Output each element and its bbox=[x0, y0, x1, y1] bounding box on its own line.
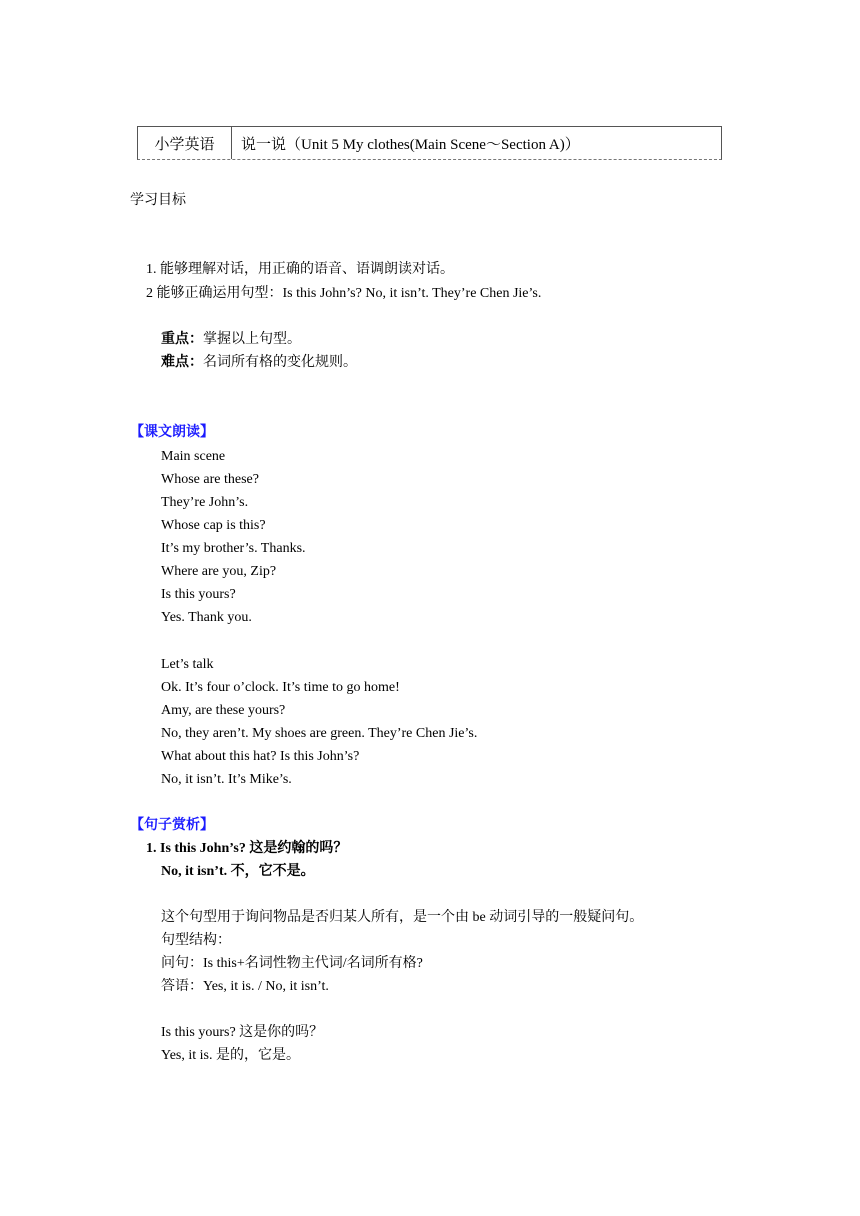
analysis-heading: 【句子赏析】 bbox=[130, 818, 214, 833]
analysis-explanation: 这个句型用于询问物品是否归某人所有，是一个由 be 动词引导的一般疑问句。 bbox=[161, 910, 644, 925]
difficulty-text: 名词所有格的变化规则。 bbox=[203, 355, 357, 370]
question-pattern: 问句：Is this+名词性物主代词/名词所有格? bbox=[161, 956, 423, 971]
difficulty-point bbox=[161, 353, 357, 373]
analysis-question: 1. Is this John’s? 这是约翰的吗？ bbox=[146, 841, 348, 856]
dialogue-line: Whose cap is this? bbox=[161, 518, 266, 533]
dialogue-line: Let’s talk bbox=[161, 657, 214, 672]
dialogue-line: It’s my brother’s. Thanks. bbox=[161, 541, 306, 556]
dialogue-line: Yes. Thank you. bbox=[161, 610, 252, 625]
dialogue-line: Main scene bbox=[161, 449, 226, 464]
dialogue-line: No, they aren’t. My shoes are green. They’re Chen Jie’s. bbox=[161, 726, 478, 741]
objective-item: 2 能够正确运用句型：Is this John’s? No, it isn’t. They’re Chen Jie’s. bbox=[146, 286, 542, 301]
dialogue-line: Ok. It’s four o’clock. It’s time to go home! bbox=[161, 680, 400, 695]
structure-label: 句型结构： bbox=[161, 933, 231, 948]
key-point bbox=[161, 330, 301, 350]
dialogue-line: No, it isn’t. It’s Mike’s. bbox=[161, 772, 292, 787]
title-table bbox=[137, 126, 722, 160]
key-point-label: 重点： bbox=[161, 332, 203, 347]
analysis-answer: No, it isn’t. 不，它不是。 bbox=[161, 864, 315, 879]
reading-heading: 【课文朗读】 bbox=[130, 425, 214, 440]
dialogue-line: Amy, are these yours? bbox=[161, 703, 286, 718]
difficulty-label: 难点： bbox=[161, 355, 203, 370]
lesson-title: 说一说（Unit 5 My clothes(Main Scene～Section A)） bbox=[241, 136, 580, 153]
example-answer: Yes, it is. 是的，它是。 bbox=[161, 1048, 300, 1063]
dialogue-line: They’re John’s. bbox=[161, 495, 249, 510]
objectives-heading: 学习目标 bbox=[130, 193, 186, 208]
objective-item: 1. 能够理解对话，用正确的语音、语调朗读对话。 bbox=[146, 262, 454, 277]
dialogue-line: Is this yours? bbox=[161, 587, 236, 602]
dialogue-line: Whose are these? bbox=[161, 472, 259, 487]
example-question: Is this yours? 这是你的吗？ bbox=[161, 1025, 324, 1040]
dialogue-line: Where are you, Zip? bbox=[161, 564, 277, 579]
subject-cell: 小学英语 bbox=[138, 127, 232, 159]
dialogue-line: What about this hat? Is this John’s? bbox=[161, 749, 360, 764]
key-point-text: 掌握以上句型。 bbox=[203, 332, 301, 347]
answer-pattern: 答语：Yes, it is. / No, it isn’t. bbox=[161, 979, 329, 994]
